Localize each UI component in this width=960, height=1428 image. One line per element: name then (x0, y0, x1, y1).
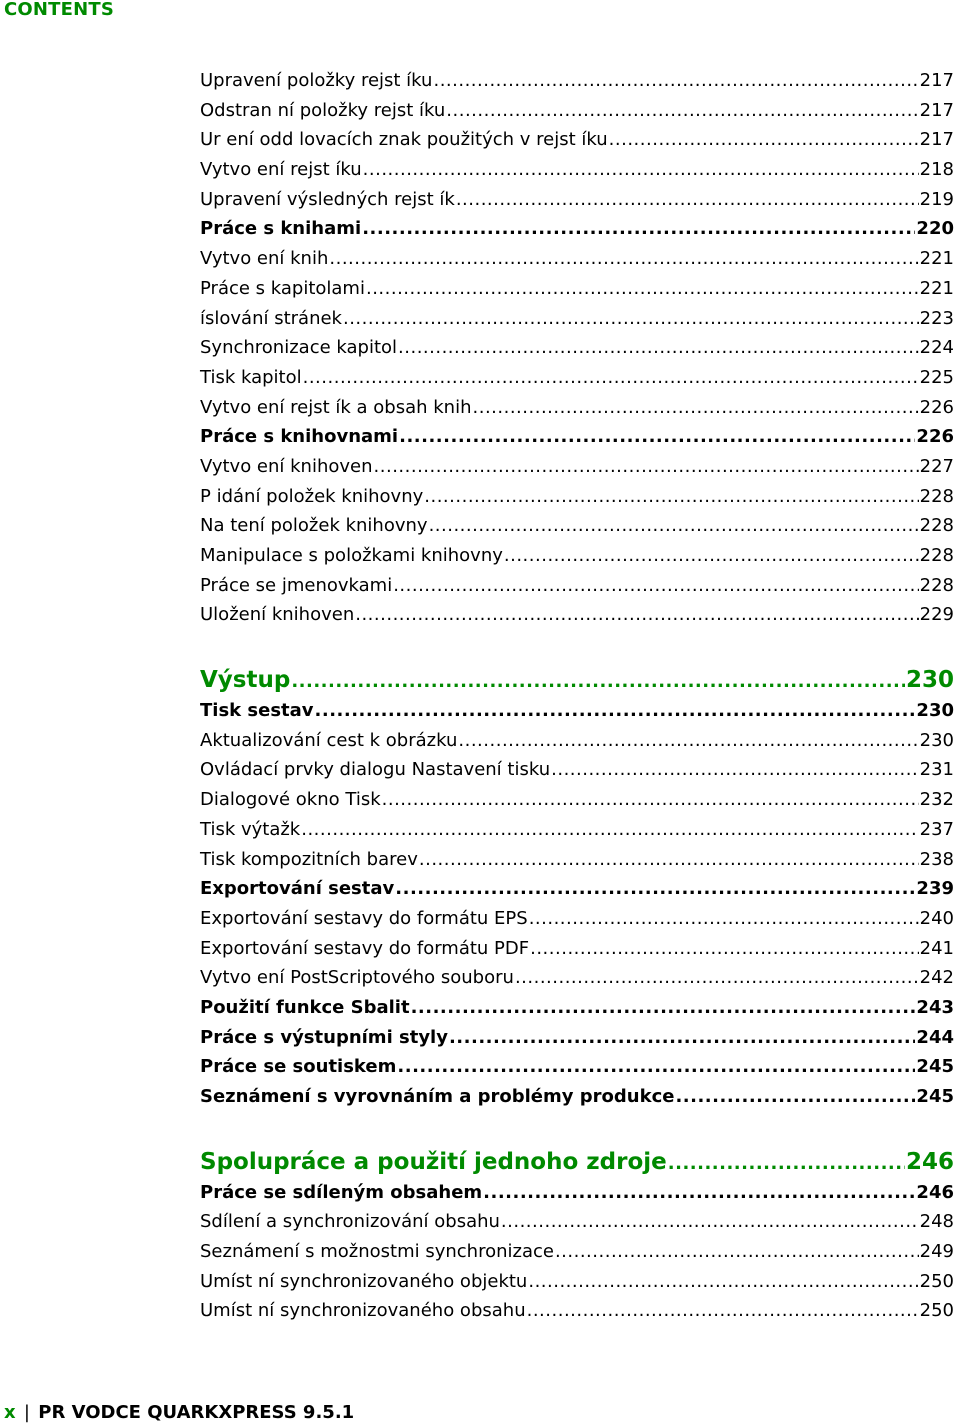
toc-entry-title: Dialogové okno Tisk (200, 789, 381, 811)
footer-title: PR VODCE QUARKXPRESS 9.5.1 (38, 1402, 355, 1423)
toc-entry-title: Uložení knihoven (200, 604, 355, 626)
toc-entry[interactable] (200, 1178, 954, 1208)
toc-entry-title: Seznámení s vyrovnáním a problémy produkce (200, 1086, 675, 1107)
toc-entry-title: Aktualizování cest k obrázku (200, 729, 458, 751)
toc-entry[interactable] (200, 874, 954, 904)
toc-entry[interactable] (200, 815, 954, 845)
toc-entry-title: Exportování sestavy do formátu EPS (200, 907, 528, 929)
toc-part-1 (200, 66, 954, 630)
leader-dots (329, 244, 918, 274)
toc-entry[interactable] (200, 452, 954, 482)
leader-dots (458, 726, 918, 756)
toc-entry[interactable] (200, 1267, 954, 1297)
leader-dots (446, 96, 918, 126)
toc-entry-page: 249 (919, 1241, 954, 1263)
leader-dots (456, 185, 919, 215)
toc-entry-title: Práce se soutiskem (200, 1056, 397, 1078)
toc-entry-page: 226 (919, 396, 954, 418)
toc-entry-title: P idání položek knihovny (200, 485, 424, 507)
toc-entry-page: 250 (919, 1300, 954, 1322)
leader-dots (343, 304, 919, 334)
table-of-contents (200, 66, 954, 1326)
leader-dots (399, 422, 915, 452)
toc-entry[interactable] (200, 726, 954, 756)
toc-entry-title: Vytvo ení knih (200, 248, 329, 270)
toc-entry-page: 228 (919, 574, 954, 596)
toc-entry[interactable] (200, 482, 954, 512)
leader-dots (382, 785, 919, 815)
toc-entry[interactable] (200, 785, 954, 815)
leader-dots (355, 600, 918, 630)
toc-entry-title: Vytvo ení knihoven (200, 455, 373, 477)
leader-dots (362, 214, 915, 244)
toc-entry[interactable] (200, 993, 954, 1023)
toc-entry-page: 246 (916, 1181, 954, 1203)
leader-dots (504, 541, 919, 571)
toc-entry-title: Použití funkce Sbalit (200, 996, 410, 1018)
leader-dots (675, 1082, 915, 1112)
toc-entry-page: 228 (919, 545, 954, 566)
toc-entry-title: Práce se jmenovkami (200, 574, 393, 596)
leader-dots (303, 363, 919, 393)
toc-entry-page: 243 (916, 996, 954, 1018)
leader-dots (398, 333, 919, 363)
toc-entry[interactable] (200, 845, 954, 875)
toc-entry[interactable] (200, 66, 954, 96)
toc-entry[interactable] (200, 304, 954, 334)
leader-dots (483, 1178, 915, 1208)
toc-entry[interactable] (200, 96, 954, 126)
toc-entry[interactable] (200, 934, 954, 964)
toc-entry-page: 217 (919, 70, 954, 91)
toc-entry-title: Odstran ní položky rejst íku (200, 99, 446, 121)
toc-entry-title: Synchronizace kapitol (200, 337, 398, 359)
toc-entry[interactable] (200, 1023, 954, 1053)
toc-entry[interactable] (200, 155, 954, 185)
toc-entry-title: íslování stránek (200, 307, 342, 329)
toc-entry-title: Vytvo ení rejst ík a obsah knih (200, 396, 472, 418)
toc-entry[interactable] (200, 185, 954, 215)
toc-entry-page: 220 (916, 218, 954, 240)
leader-dots (363, 155, 919, 185)
toc-entry-page: 225 (919, 366, 954, 388)
toc-section-title: Spolupráce a použití jednoho zdroje (200, 1148, 667, 1175)
toc-entry-page: 224 (919, 337, 954, 359)
leader-dots (395, 874, 915, 904)
toc-entry-title: Ovládací prvky dialogu Nastavení tisku (200, 759, 551, 781)
leader-dots (393, 571, 918, 601)
toc-entry[interactable] (200, 214, 954, 244)
toc-entry-title: Exportování sestavy do formátu PDF (200, 937, 530, 959)
toc-entry-page: 228 (919, 515, 954, 537)
leader-dots (374, 452, 919, 482)
toc-entry-page: 217 (919, 99, 954, 121)
toc-entry[interactable] (200, 422, 954, 452)
toc-part-2 (200, 696, 954, 1112)
toc-entry[interactable] (200, 393, 954, 423)
toc-section-title: Výstup (200, 667, 291, 694)
toc-entry-page: 250 (919, 1270, 954, 1292)
toc-entry[interactable] (200, 274, 954, 304)
toc-entry-page: 227 (919, 455, 954, 477)
toc-entry-title: Umíst ní synchronizovaného obsahu (200, 1300, 526, 1322)
toc-entry-page: 245 (916, 1086, 954, 1107)
toc-entry-page: 244 (916, 1026, 954, 1048)
leader-dots (473, 393, 919, 423)
leader-dots (530, 934, 919, 964)
toc-section-page: 246 (905, 1148, 954, 1175)
leader-dots (609, 125, 919, 155)
toc-entry-title: Sdílení a synchronizování obsahu (200, 1211, 500, 1233)
leader-dots (527, 1296, 919, 1326)
toc-entry-page: 219 (919, 188, 954, 210)
toc-entry-page: 232 (919, 789, 954, 811)
toc-entry-page: 226 (916, 426, 954, 448)
footer-separator: | (23, 1402, 30, 1423)
toc-entry-page: 229 (919, 604, 954, 626)
leader-dots (433, 66, 918, 96)
page-footer (4, 1402, 354, 1423)
leader-dots (411, 993, 916, 1023)
leader-dots (315, 696, 916, 726)
leader-dots (528, 1267, 918, 1297)
leader-dots (449, 1023, 915, 1053)
toc-entry-page: 230 (919, 729, 954, 751)
toc-entry-title: Seznámení s možnostmi synchronizace (200, 1241, 554, 1263)
toc-entry-title: Práce s knihovnami (200, 426, 399, 448)
toc-entry-page: 248 (919, 1211, 954, 1233)
toc-entry-title: Tisk výtažk (200, 818, 301, 840)
toc-entry[interactable] (200, 511, 954, 541)
toc-section-spoluprace[interactable] (200, 1146, 954, 1178)
toc-entry-title: Upravení položky rejst íku (200, 70, 433, 91)
toc-entry[interactable] (200, 600, 954, 630)
leader-dots (668, 1148, 905, 1180)
toc-entry[interactable] (200, 363, 954, 393)
leader-dots (424, 482, 918, 512)
toc-entry-page: 241 (919, 937, 954, 959)
toc-entry-title: Tisk sestav (200, 700, 314, 722)
leader-dots (429, 511, 919, 541)
toc-entry-title: Vytvo ení rejst íku (200, 159, 362, 181)
toc-entry-page: 221 (919, 277, 954, 299)
toc-entry-page: 239 (916, 878, 954, 900)
section-gap (200, 1112, 954, 1146)
toc-entry-page: 218 (919, 159, 954, 181)
toc-entry-page: 217 (919, 129, 954, 151)
leader-dots (366, 274, 919, 304)
toc-entry-title: Práce s výstupními styly (200, 1026, 448, 1048)
leader-dots (291, 666, 905, 698)
toc-entry[interactable] (200, 125, 954, 155)
toc-entry[interactable] (200, 1296, 954, 1326)
toc-entry-page: 221 (919, 248, 954, 270)
toc-entry-page: 242 (919, 967, 954, 989)
toc-part-3 (200, 1178, 954, 1326)
toc-entry-title: Ur ení odd lovacích znak použitých v rejst íku (200, 129, 608, 151)
toc-entry[interactable] (200, 1207, 954, 1237)
contents-header: CONTENTS (4, 0, 115, 20)
toc-entry-title: Manipulace s položkami knihovny (200, 545, 503, 566)
toc-entry-page: 245 (916, 1056, 954, 1078)
toc-entry-page: 230 (916, 700, 954, 722)
toc-entry-title: Na tení položek knihovny (200, 515, 428, 537)
toc-entry[interactable] (200, 541, 954, 571)
leader-dots (301, 815, 918, 845)
toc-entry-title: Tisk kapitol (200, 366, 302, 388)
leader-dots (515, 963, 919, 993)
toc-entry[interactable] (200, 1237, 954, 1267)
toc-entry-page: 240 (919, 907, 954, 929)
toc-section-vystup[interactable] (200, 664, 954, 696)
toc-entry-page: 228 (919, 485, 954, 507)
toc-entry[interactable] (200, 696, 954, 726)
toc-entry-page: 237 (919, 818, 954, 840)
leader-dots (529, 904, 919, 934)
toc-entry-title: Umíst ní synchronizovaného objektu (200, 1270, 528, 1292)
leader-dots (397, 1052, 915, 1082)
toc-entry-title: Exportování sestav (200, 878, 395, 900)
leader-dots (419, 845, 919, 875)
toc-entry[interactable] (200, 571, 954, 601)
toc-entry[interactable] (200, 963, 954, 993)
toc-entry[interactable] (200, 904, 954, 934)
toc-entry-title: Vytvo ení PostScriptového souboru (200, 967, 514, 989)
toc-entry-page: 231 (919, 759, 954, 781)
toc-entry-title: Práce s kapitolami (200, 277, 365, 299)
toc-entry[interactable] (200, 333, 954, 363)
toc-section-page: 230 (905, 667, 954, 694)
toc-entry[interactable] (200, 1082, 954, 1112)
toc-entry[interactable] (200, 244, 954, 274)
toc-entry[interactable] (200, 755, 954, 785)
toc-entry[interactable] (200, 1052, 954, 1082)
toc-entry-title: Práce s knihami (200, 218, 362, 240)
footer-page-number: x (4, 1402, 16, 1423)
section-gap (200, 630, 954, 664)
toc-entry-title: Práce se sdíleným obsahem (200, 1181, 483, 1203)
toc-entry-page: 238 (919, 848, 954, 870)
leader-dots (551, 755, 919, 785)
toc-entry-page: 223 (919, 307, 954, 329)
leader-dots (555, 1237, 919, 1267)
leader-dots (501, 1207, 919, 1237)
toc-entry-title: Tisk kompozitních barev (200, 848, 418, 870)
toc-entry-title: Upravení výsledných rejst ík (200, 188, 455, 210)
